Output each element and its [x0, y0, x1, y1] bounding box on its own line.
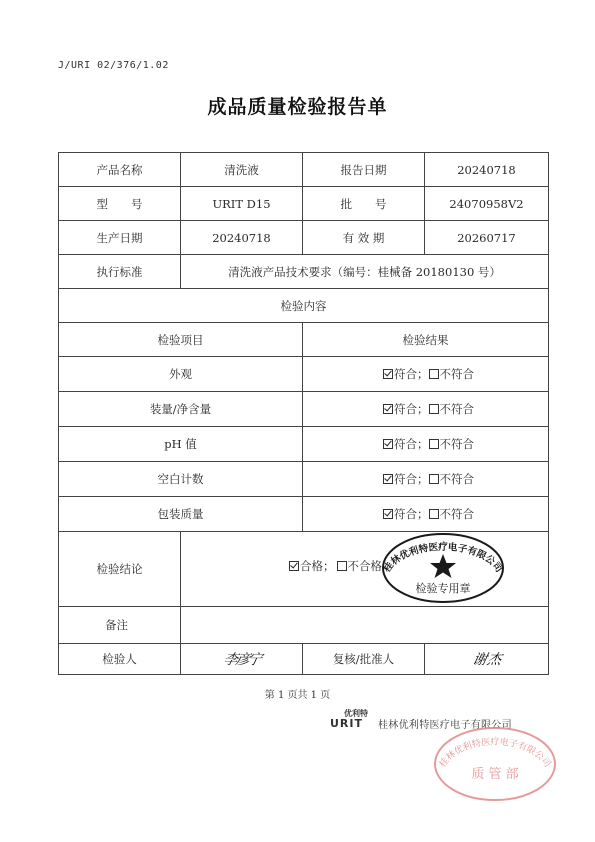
checkbox-checked: [289, 561, 299, 571]
fail-text: 不符合: [439, 437, 474, 451]
remarks-label: 备注: [59, 607, 181, 644]
table-row: [59, 532, 549, 607]
inspector-signature-text: 李彦宁: [221, 652, 261, 668]
inspection-stamp: [373, 528, 513, 604]
fail-text: 不符合: [439, 472, 474, 486]
table-row: [59, 153, 549, 187]
inspector-signature: [181, 644, 303, 675]
fail-text: 不符合: [439, 507, 474, 521]
checkbox-unchecked: [429, 369, 439, 379]
logo-cn-text: 优利特: [344, 709, 368, 718]
standard-value: 清洗液产品技术要求（编号：桂械备 20180130 号）: [181, 255, 549, 289]
conclusion-pass-text: 合格；: [300, 559, 335, 573]
table-row: [59, 607, 549, 644]
svg-text:桂林优利特医疗电子有限公司: [436, 736, 553, 770]
page-number: 第 1 页共 1 页: [264, 690, 331, 701]
checkbox-checked: [383, 369, 393, 379]
checkbox-unchecked: [429, 509, 439, 519]
report-date-label: 报告日期: [303, 153, 425, 187]
inspection-report-table: [58, 152, 549, 675]
table-row: [59, 497, 549, 532]
inspection-result: 符合； 不符合: [303, 392, 549, 427]
content-header: 检验内容: [59, 289, 549, 323]
expiry-label: 有 效 期: [303, 221, 425, 255]
document-code: J/URI 02/376/1.02: [58, 60, 169, 71]
inspector-label: 检验人: [59, 644, 181, 675]
item-header: 检验项目: [59, 323, 303, 357]
inspection-result: 符合； 不符合: [303, 357, 549, 392]
table-row: [59, 323, 549, 357]
product-name-label: 产品名称: [59, 153, 181, 187]
table-row: [59, 357, 549, 392]
conclusion-value: [181, 532, 549, 607]
inspection-item: 外观: [59, 357, 303, 392]
pass-text: 符合: [394, 507, 417, 521]
quality-stamp-company-text: 桂林优利特医疗电子有限公司: [437, 737, 553, 770]
table-row: [59, 187, 549, 221]
table-row: [59, 289, 549, 323]
product-name-value: 清洗液: [181, 153, 303, 187]
logo-en-text: URIT: [330, 717, 363, 730]
table-row: [59, 427, 549, 462]
batch-label: 批 号: [303, 187, 425, 221]
table-row: [59, 392, 549, 427]
model-label: 型 号: [59, 187, 181, 221]
table-row: [59, 255, 549, 289]
pass-text: 符合: [394, 402, 417, 416]
batch-value: 24070958V2: [425, 187, 549, 221]
report-date-value: 20240718: [425, 153, 549, 187]
checkbox-checked: [383, 404, 393, 414]
inspection-item: 空白计数: [59, 462, 303, 497]
stamp-company-text: 桂林优利特医疗电子有限公司: [381, 541, 505, 575]
conclusion-fail-text: 不合格: [347, 559, 382, 573]
checkbox-checked: [383, 474, 393, 484]
pass-text: 符合: [394, 472, 417, 486]
company-logo: [330, 708, 368, 730]
footer-company-name: 桂林优利特医疗电子有限公司: [378, 720, 512, 731]
expiry-value: 20260717: [425, 221, 549, 255]
production-date-value: 20240718: [181, 221, 303, 255]
inspection-result: 符合； 不符合: [303, 427, 549, 462]
inspection-item: pH 值: [59, 427, 303, 462]
inspection-result: 符合； 不符合: [303, 497, 549, 532]
remarks-value: [181, 607, 549, 644]
pass-text: 符合: [394, 367, 417, 381]
fail-text: 不符合: [439, 402, 474, 416]
checkbox-unchecked: [429, 404, 439, 414]
checkbox-unchecked: [429, 439, 439, 449]
checkbox-checked: [383, 439, 393, 449]
quality-department-stamp: [430, 720, 560, 804]
table-row: [59, 644, 549, 675]
conclusion-label: 检验结论: [59, 532, 181, 607]
quality-stamp-text: 质 管 部: [471, 767, 519, 782]
report-title: 成品质量检验报告单: [207, 96, 388, 118]
result-header: 检验结果: [303, 323, 549, 357]
inspection-item: 装量/净含量: [59, 392, 303, 427]
approver-label: 复核/批准人: [303, 644, 425, 675]
approver-signature-text: 谢 杰: [471, 652, 502, 668]
conclusion-choices: [289, 558, 382, 574]
stamp-purpose-text: 检验专用章: [415, 582, 471, 595]
production-date-label: 生产日期: [59, 221, 181, 255]
table-row: [59, 221, 549, 255]
checkbox-unchecked: [429, 474, 439, 484]
approver-signature: [425, 644, 549, 675]
model-value: URIT D15: [181, 187, 303, 221]
checkbox-unchecked: [337, 561, 347, 571]
pass-text: 符合: [394, 437, 417, 451]
fail-text: 不符合: [439, 367, 474, 381]
inspection-result: 符合； 不符合: [303, 462, 549, 497]
standard-label: 执行标准: [59, 255, 181, 289]
inspection-item: 包装质量: [59, 497, 303, 532]
table-row: [59, 462, 549, 497]
checkbox-checked: [383, 509, 393, 519]
